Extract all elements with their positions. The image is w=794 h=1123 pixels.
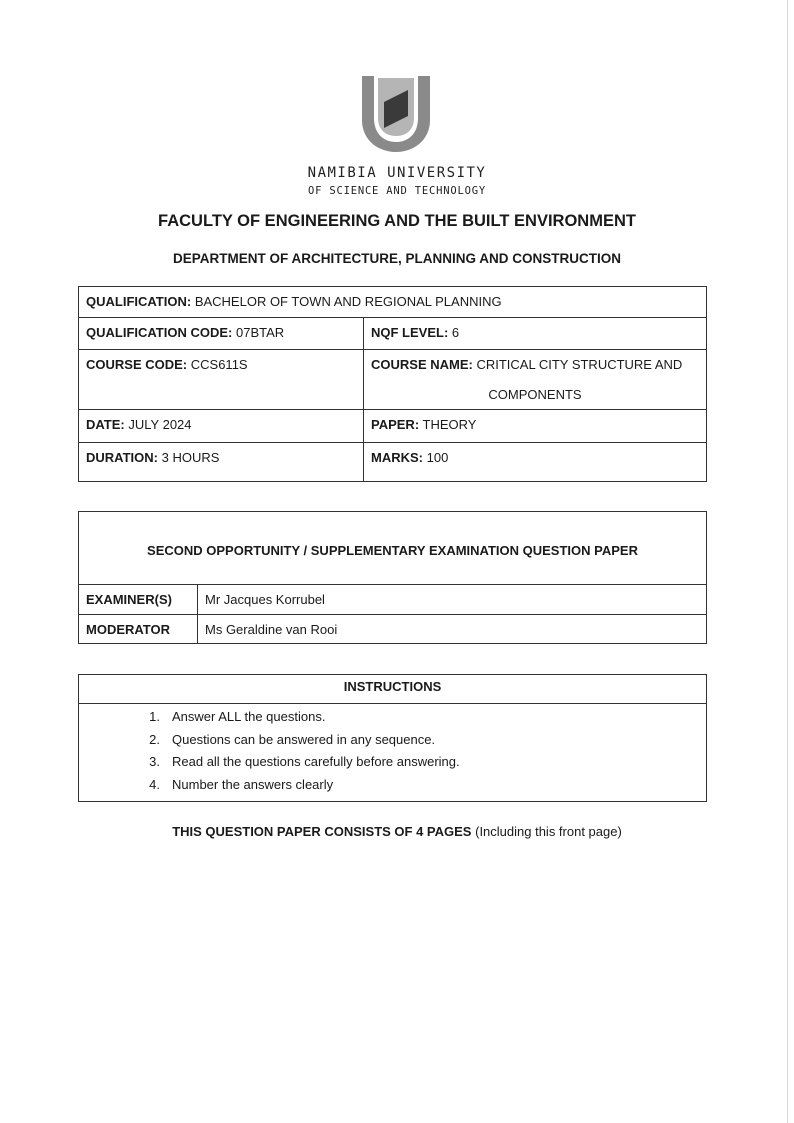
exam-title: SECOND OPPORTUNITY / SUPPLEMENTARY EXAMINATION QUESTION PAPER (147, 543, 638, 558)
moderator-row (79, 615, 706, 643)
item-number: 4. (149, 776, 160, 792)
marks-label: MARKS: (371, 450, 423, 465)
university-subtitle: OF SCIENCE AND TECHNOLOGY (307, 185, 487, 197)
nust-shield-logo-icon (358, 72, 434, 154)
duration-value: 3 HOURS (161, 450, 220, 465)
qualification-value: BACHELOR OF TOWN AND REGIONAL PLANNING (194, 294, 502, 309)
nqf-level-cell (364, 318, 706, 349)
item-number: 3. (149, 754, 160, 769)
course-name-value-2: COMPONENTS (488, 387, 582, 402)
course-name-value-1: CRITICAL CITY STRUCTURE AND (476, 357, 683, 372)
moderator-label: MODERATOR (86, 622, 171, 637)
course-row (79, 350, 706, 410)
item-text: Answer ALL the questions. (172, 709, 326, 724)
qualification-code-cell (79, 318, 363, 349)
item-number: 2. (149, 731, 160, 747)
qualification-info-table (78, 286, 707, 482)
list-item (134, 706, 460, 729)
list-item (134, 729, 460, 752)
instructions-list (134, 706, 460, 796)
page-count-bold: THIS QUESTION PAPER CONSISTS OF 4 PAGES (172, 824, 472, 839)
nqf-level-value: 6 (451, 325, 460, 340)
faculty-title: FACULTY OF ENGINEERING AND THE BUILT ENVIRONMENT (158, 212, 636, 230)
qualification-cell (79, 287, 706, 317)
instructions-title: INSTRUCTIONS (343, 679, 442, 694)
moderator-value: Ms Geraldine van Rooi (205, 622, 338, 637)
date-value: JULY 2024 (128, 417, 192, 432)
examiner-value: Mr Jacques Korrubel (205, 592, 325, 607)
instructions-title-row (79, 675, 706, 704)
course-code-cell (79, 350, 363, 409)
paper-cell (364, 410, 706, 442)
examiner-row (79, 585, 706, 615)
page-count-note (0, 824, 794, 839)
duration-row (79, 443, 706, 481)
examination-table (78, 511, 707, 644)
course-name-cell (364, 350, 706, 409)
qualification-label: QUALIFICATION: (86, 294, 192, 309)
qualification-code-label: QUALIFICATION CODE: (86, 325, 233, 340)
page-count-normal: (Including this front page) (475, 824, 622, 839)
marks-value: 100 (426, 450, 449, 465)
item-text: Questions can be answered in any sequence. (172, 731, 436, 747)
exam-title-row (79, 512, 706, 585)
course-code-label: COURSE CODE: (86, 357, 188, 372)
course-code-value: CCS611S (190, 357, 248, 372)
course-name-label: COURSE NAME: (371, 357, 473, 372)
marks-cell (364, 443, 706, 481)
qualification-code-row (79, 318, 706, 350)
item-text: Number the answers clearly (172, 776, 334, 792)
list-item (134, 751, 460, 774)
university-name: NAMIBIA UNIVERSITY (307, 165, 487, 181)
list-item (134, 774, 460, 797)
date-row (79, 410, 706, 443)
item-text: Read all the questions carefully before answering. (172, 754, 460, 769)
nqf-level-label: NQF LEVEL: (371, 325, 449, 340)
paper-value: THEORY (422, 417, 477, 432)
duration-cell (79, 443, 363, 481)
qualification-code-value: 07BTAR (235, 325, 285, 340)
examiner-label: EXAMINER(S) (86, 592, 172, 607)
duration-label: DURATION: (86, 450, 158, 465)
date-label: DATE: (86, 417, 125, 432)
qualification-row (79, 287, 706, 318)
item-number: 1. (149, 709, 160, 724)
date-cell (79, 410, 363, 442)
paper-label: PAPER: (371, 417, 420, 432)
department-title: DEPARTMENT OF ARCHITECTURE, PLANNING AND CONSTRUCTION (173, 251, 621, 266)
instructions-table (78, 674, 707, 802)
